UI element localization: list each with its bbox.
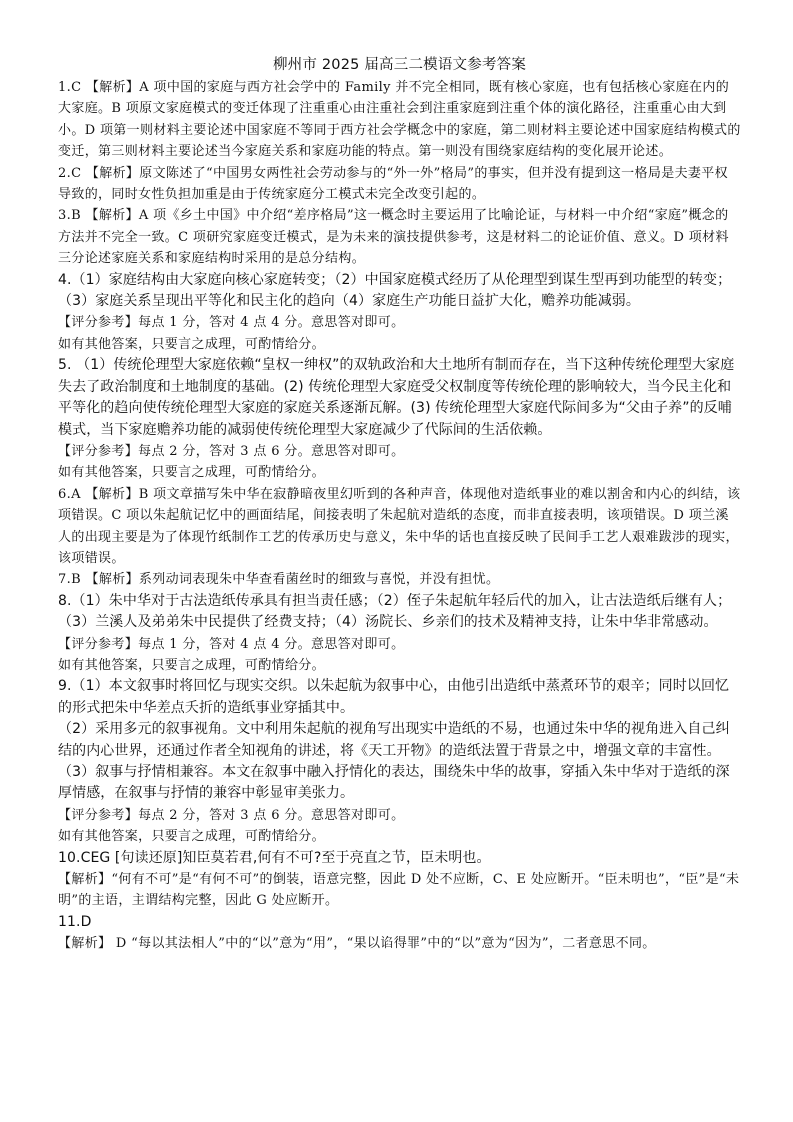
answer-paragraph: 如有其他答案，只要言之成理，可酌情给分。	[58, 465, 326, 481]
answer-paragraph: 4.（1）家庭结构由大家庭向核心家庭转变；（2）中国家庭模式经历了从伦理型到谋生型再到功能型的转变；（3）家庭关系呈现出平等化和民主化的趋向（4）家庭生产功能日益扩大化，赡养功能减弱。	[58, 271, 732, 310]
document-title: 柳州市 2025 届高三二模语文参考答案	[272, 57, 527, 73]
answer-paragraph: 5. （1）传统伦理型大家庭依赖“皇权一绅权”的双轨政治和大土地所有制而存在，当下这种传统伦理型大家庭失去了政治制度和土地制度的基础。(2) 传统伦理型大家庭受父权制度等传统伦理的影响较大，当今民主化和平等化的趋向使传统伦理型大家庭的家庭关系逐渐瓦解。(3) 传统伦理型大家庭代际间多为“父由子养”的反哺模式，当下家庭赡养功能的减弱使传统伦理型大家庭减少了代际间的生活依赖。	[58, 357, 735, 438]
answer-paragraph: 如有其他答案，只要言之成理，可酌情给分。	[58, 657, 326, 673]
answer-paragraph: 2.C 【解析】原文陈述了“中国男女两性社会劳动参与的“外一外”格局”的事实，但并没有提到这一格局是夫妻平权导致的，同时女性负担加重是由于传统家庭分工模式未完全改变引起的。	[58, 165, 728, 203]
answer-paragraph: （2）采用多元的叙事视角。文中利用朱起航的视角写出现实中造纸的不易，也通过朱中华的视角进入自己纠结的内心世界，还通过作者全知视角的讲述，将《天工开物》的造纸法置于背景之中，增强文章的丰富性。	[58, 721, 730, 759]
answer-paragraph: 7.B 【解析】系列动词表现朱中华查看菌丝时的细致与喜悦，并没有担忧。	[58, 572, 500, 588]
answer-paragraph: 8.（1）朱中华对于古法造纸传承具有担当责任感；（2）侄子朱起航年轻后代的加入，让古法造纸后继有人；（3）兰溪人及弟弟朱中民提供了经费支持；（4）汤院长、乡亲们的技术及精神支持，让朱中华非常感动。	[58, 592, 732, 631]
answer-paragraph: 【解析】 D “每以其法相人”中的“以”意为“用”，“果以谄得罪”中的“以”意为“因为”，二者意思不同。	[58, 936, 656, 952]
answer-paragraph: 11.D	[58, 913, 92, 930]
answer-paragraph: 【评分参考】每点 1 分，答对 4 点 4 分。意思答对即可。	[58, 315, 405, 331]
answer-paragraph: 9.（1）本文叙事时将回忆与现实交织。以朱起航为叙事中心，由他引出造纸中蒸煮环节的艰辛；同时以回忆的形式把朱中华差点夭折的造纸事业穿插其中。	[58, 678, 730, 716]
answer-paragraph: 如有其他答案，只要言之成理，可酌情给分。	[58, 336, 326, 352]
answer-paragraph: 1.C 【解析】A 项中国的家庭与西方社会学中的 Family 并不完全相同，既有核心家庭，也有包括核心家庭在内的大家庭。B 项原文家庭模式的变迁体现了注重重心由注重社会到注重家庭到注重个体的演化路径，注重重心由大到小。D 项第一则材料主要论述中国家庭不等同于西方社会学概念中的家庭，第二则材料主要论述中国家庭结构模式的变迁，第三则材料主要论述当今家庭关系和家庭功能的特点。第一则没有围绕家庭结构的变化展开论述。	[58, 80, 741, 160]
answer-paragraph: 【评分参考】每点 2 分，答对 3 点 6 分。意思答对即可。	[58, 807, 405, 823]
answer-paragraph: 【评分参考】每点 1 分，答对 4 点 4 分。意思答对即可。	[58, 636, 405, 652]
answer-paragraph: 6.A 【解析】B 项文章描写朱中华在寂静暗夜里幻听到的各种声音，体现他对造纸事业的难以割舍和内心的纠结，该项错误。C 项以朱起航记忆中的画面结尾，间接表明了朱起航对造纸的态度，而非直接表明，该项错误。D 项兰溪人的出现主要是为了体现竹纸制作工艺的传承历史与意义，朱中华的话也直接反映了民间手工艺人艰难跋涉的现实，该项错误。	[58, 486, 741, 566]
answer-paragraph: 【解析】“何有不可”是“有何不可”的倒装，语意完整，因此 D 处不应断，C、E 处应断开。“臣未明也”，“臣”是“未明”的主语，主谓结构完整，因此 G 处应断开。	[58, 872, 740, 909]
answer-body	[58, 77, 741, 955]
answer-paragraph: 如有其他答案，只要言之成理，可酌情给分。	[58, 829, 326, 845]
answer-paragraph: 10.CEG [句读还原]知臣莫若君,何有不可?至于亮直之节，臣未明也。	[58, 849, 491, 866]
answer-paragraph: （3）叙事与抒情相兼容。本文在叙事中融入抒情化的表达，围绕朱中华的故事，穿插入朱中华对于造纸的深厚情感，在叙事与抒情的兼容中彰显审美张力。	[58, 764, 730, 802]
answer-paragraph: 3.B 【解析】A 项《乡土中国》中介绍“差序格局”这一概念时主要运用了比喻论证，与材料一中介绍“家庭”概念的方法并不完全一致。C 项研究家庭变迁模式，是为未来的演技提供参考，这是材料二的论证价值、意义。D 项材料三分论述家庭关系和家庭结构时采用的是总分结构。	[58, 208, 729, 267]
answer-paragraph: 【评分参考】每点 2 分，答对 3 点 6 分。意思答对即可。	[58, 443, 405, 459]
